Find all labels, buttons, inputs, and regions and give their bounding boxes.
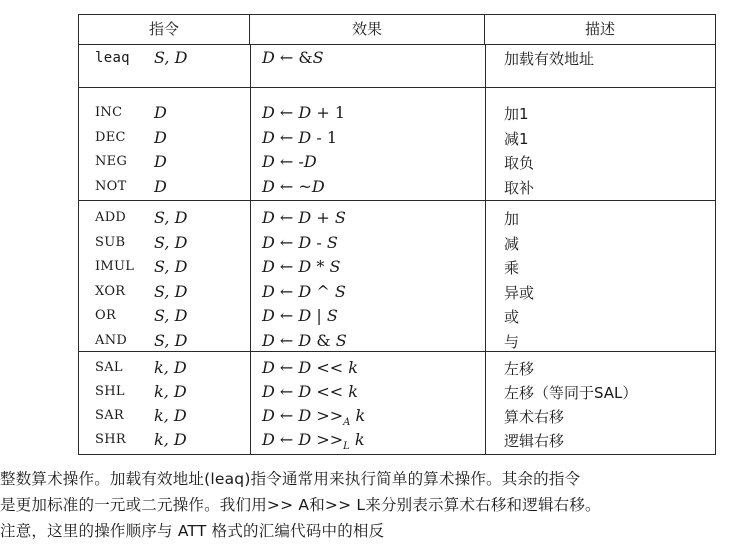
header-effect: 效果 — [250, 15, 485, 45]
description-cell: 左移（等同于SAL） — [504, 384, 638, 402]
instruction-cell: IMUL — [95, 259, 135, 274]
table-row — [79, 429, 715, 453]
instruction-cell: OR — [95, 308, 117, 323]
effect-cell: D ← &S — [262, 48, 324, 67]
table-row — [79, 176, 715, 200]
operands-cell: k, D — [154, 358, 187, 377]
effect-cell: D ← D & S — [262, 330, 347, 350]
table-row — [79, 381, 715, 405]
instruction-cell: NOT — [95, 178, 127, 194]
instruction-cell: DEC — [95, 129, 126, 145]
operands-cell: S, D — [154, 48, 188, 67]
operands-cell: k, D — [154, 406, 187, 425]
operands-cell: k, D — [154, 430, 187, 449]
effect-cell: D ← D << k — [262, 382, 358, 401]
table-row — [79, 405, 715, 429]
description-cell: 减 — [504, 234, 520, 253]
instruction-cell: SHL — [95, 384, 125, 399]
table-row — [79, 151, 715, 175]
table-row — [79, 232, 715, 256]
effect-cell: D ← D ^ S — [262, 281, 346, 301]
operands-cell: D — [154, 176, 167, 196]
table-row — [79, 207, 715, 231]
effect-cell: D ← D + 1 — [262, 103, 346, 122]
instruction-cell: SAL — [95, 360, 123, 375]
description-cell: 乘 — [504, 259, 520, 277]
description-cell: 算术右移 — [504, 408, 565, 426]
group-divider — [79, 200, 715, 201]
effect-cell: D ← D + S — [262, 208, 346, 227]
operands-cell: S, D — [154, 281, 188, 301]
description-cell: 逻辑右移 — [504, 432, 565, 450]
effect-cell: D ← -D — [262, 152, 317, 171]
operands-cell: k, D — [154, 382, 187, 401]
instruction-cell: SHR — [95, 432, 126, 447]
instruction-cell: INC — [95, 105, 123, 120]
instruction-cell: AND — [95, 332, 128, 348]
table-row — [79, 102, 715, 126]
header-instruction: 指令 — [79, 15, 250, 45]
table-row — [79, 330, 715, 354]
group-divider — [79, 87, 715, 88]
effect-cell: D ← D << k — [262, 358, 358, 377]
description-cell: 加1 — [504, 105, 529, 123]
caption-line: 是更加标准的一元或二元操作。我们用>> A和>> L来分别表示算术右移和逻辑右移。 — [0, 496, 601, 514]
description-cell: 取补 — [504, 178, 535, 197]
instruction-cell: SAR — [95, 408, 124, 423]
operands-cell: S, D — [154, 208, 188, 227]
effect-cell: D ← D * S — [262, 257, 341, 276]
figure-caption — [0, 466, 743, 544]
operands-cell: S, D — [154, 232, 188, 252]
operands-cell: S, D — [154, 306, 188, 325]
instruction-cell: ADD — [95, 210, 127, 225]
table-row — [79, 256, 715, 280]
operands-cell: S, D — [154, 257, 188, 276]
description-cell: 加载有效地址 — [504, 50, 595, 68]
instruction-cell: NEG — [95, 154, 128, 169]
table-row — [79, 47, 715, 71]
description-cell: 与 — [504, 332, 520, 351]
operands-cell: S, D — [154, 330, 188, 350]
instruction-cell: SUB — [95, 234, 126, 250]
operands-cell: D — [154, 103, 167, 122]
effect-cell: D ← D | S — [262, 306, 338, 325]
operands-cell: D — [154, 152, 167, 171]
effect-cell: D ← ~D — [262, 176, 325, 196]
description-cell: 取负 — [504, 154, 535, 172]
instruction-table — [78, 14, 716, 455]
effect-cell: D ← $D >>_L$ k — [262, 430, 365, 453]
header-description: 描述 — [485, 15, 715, 45]
caption-line: 注意，这里的操作顺序与 ATT 格式的汇编代码中的相反 — [0, 522, 385, 540]
description-cell: 左移 — [504, 360, 535, 378]
description-cell: 加 — [504, 210, 520, 228]
effect-cell: D ← $D >>_A$ k — [262, 406, 366, 429]
table-row — [79, 305, 715, 329]
table-row — [79, 357, 715, 381]
caption-line: 整数算术操作。加载有效地址(leaq)指令通常用来执行简单的算术操作。其余的指令 — [0, 470, 581, 488]
table-row — [79, 127, 715, 151]
instruction-cell: XOR — [95, 283, 126, 299]
description-cell: 异或 — [504, 283, 535, 302]
effect-cell: D ← D - 1 — [262, 127, 338, 147]
operands-cell: D — [154, 127, 167, 147]
instruction-cell: leaq — [95, 50, 130, 66]
effect-cell: D ← D - S — [262, 232, 338, 252]
description-cell: 或 — [504, 308, 520, 326]
group-divider — [79, 351, 715, 352]
description-cell: 减1 — [504, 129, 529, 148]
table-row — [79, 281, 715, 305]
